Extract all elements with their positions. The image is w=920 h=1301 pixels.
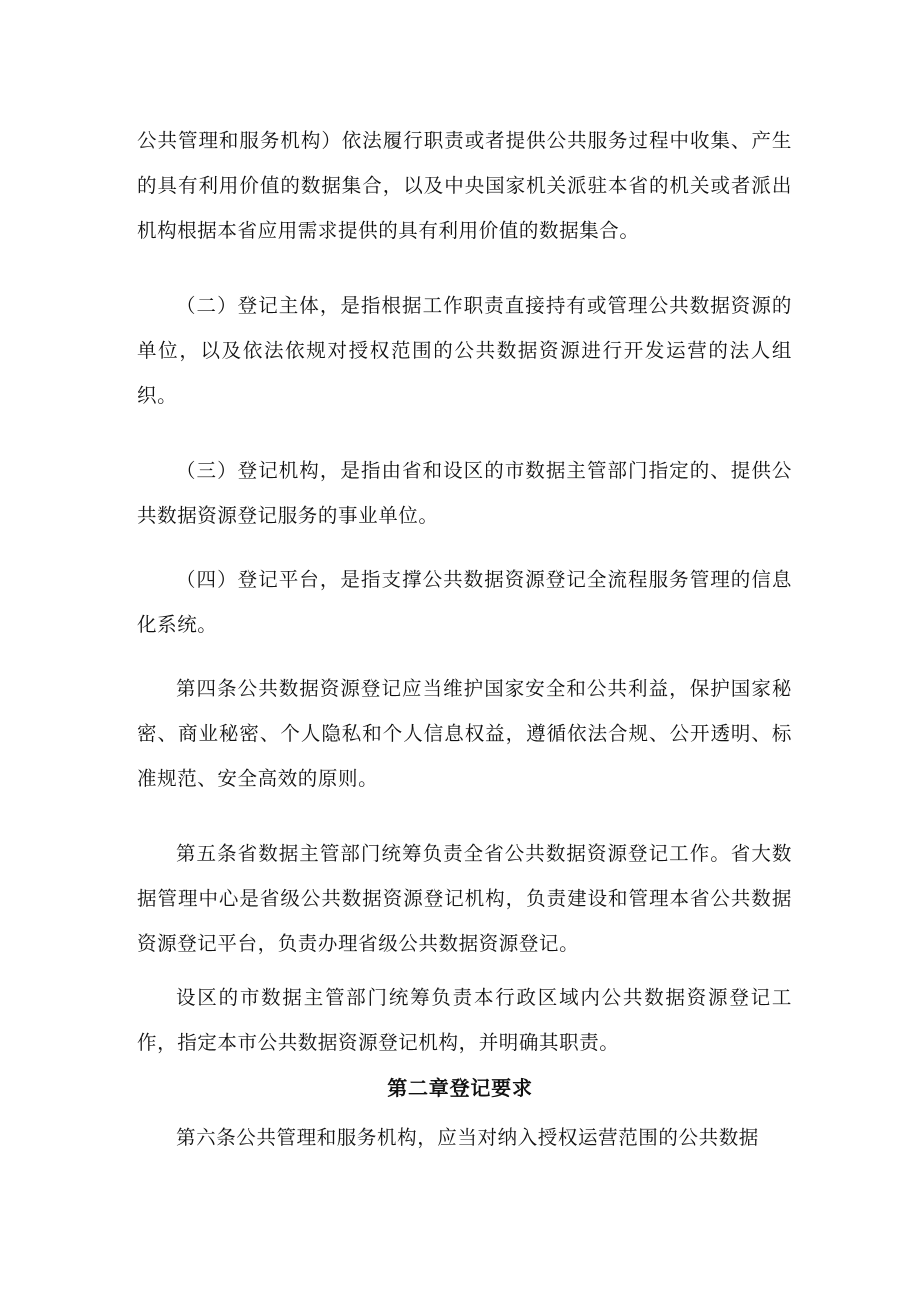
paragraph-article-6: 第六条公共管理和服务机构，应当对纳入授权运营范围的公共数据 <box>176 1126 759 1149</box>
paragraph-registration-platform: （四）登记平台，是指支撑公共数据资源登记全流程服务管理的信息化系统。 <box>137 568 792 636</box>
paragraph-public-data-definition: 公共管理和服务机构）依法履行职责或者提供公共服务过程中收集、产生的具有利用价值的数据集合，以及中央国家机关派驻本省的机关或者派出机构根据本省应用需求提供的具有利用价值的数据集合。 <box>137 129 792 242</box>
paragraph-article-5: 第五条省数据主管部门统筹负责全省公共数据资源登记工作。省大数据管理中心是省级公共数据资源登记机构，负责建设和管理本省公共数据资源登记平台，负责办理省级公共数据资源登记。 <box>137 842 792 955</box>
paragraph-city-responsibility: 设区的市数据主管部门统筹负责本行政区域内公共数据资源登记工作，指定本市公共数据资源登记机构，并明确其职责。 <box>137 986 792 1054</box>
paragraph-registration-agency: （三）登记机构，是指由省和设区的市数据主管部门指定的、提供公共数据资源登记服务的事业单位。 <box>137 459 792 527</box>
chapter-heading: 第二章登记要求 <box>387 1076 533 1100</box>
paragraph-article-4: 第四条公共数据资源登记应当维护国家安全和公共利益，保护国家秘密、商业秘密、个人隐私和个人信息权益，遵循依法合规、公开透明、标准规范、安全高效的原则。 <box>137 677 792 790</box>
paragraph-registration-subject: （二）登记主体，是指根据工作职责直接持有或管理公共数据资源的单位，以及依法依规对授权范围的公共数据资源进行开发运营的法人组织。 <box>137 294 792 407</box>
